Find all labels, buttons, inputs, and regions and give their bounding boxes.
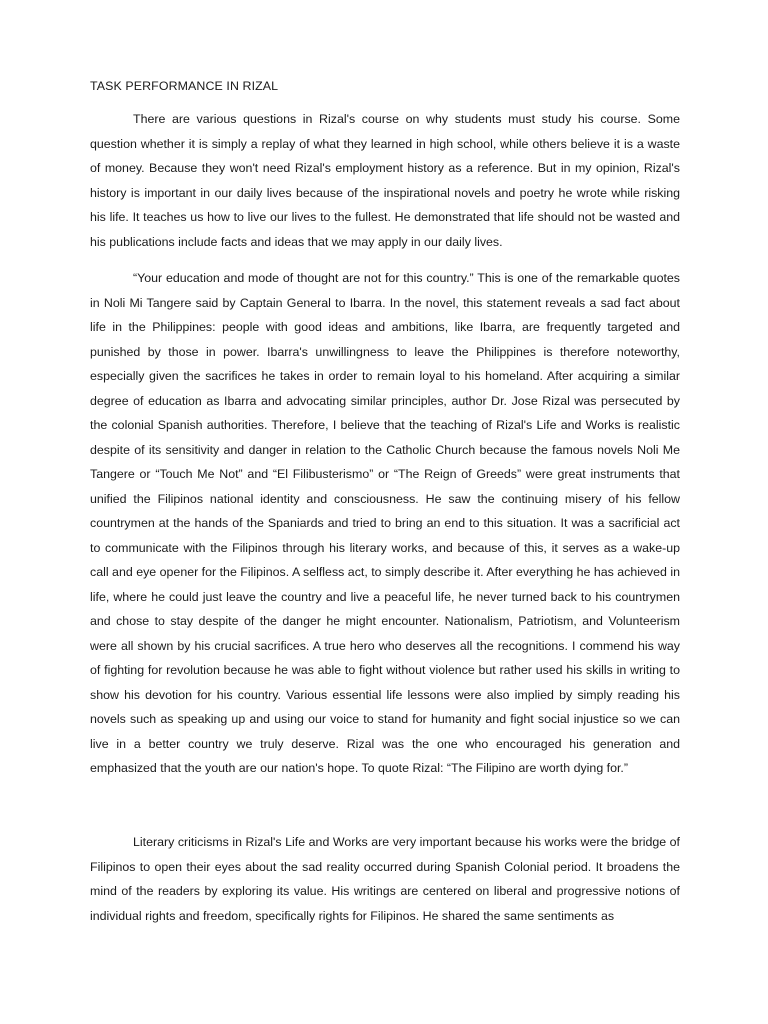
page-bottom-clip xyxy=(90,830,680,1024)
paragraph-1: There are various questions in Rizal's course on why students must study his course. Some question whether it is simply a replay of what they learned in high school, while others believe it is a waste of money. Because they won't need Rizal's employment history as a reference. But in my opinion, Rizal's history is important in our daily lives because of the inspirational novels and poetry he wrote while risking his life. It teaches us how to live our lives to the fullest. He demonstrated that life should not be wasted and his publications include facts and ideas that we may apply in our daily lives. xyxy=(90,112,680,249)
document-title: TASK PERFORMANCE IN RIZAL xyxy=(90,79,279,93)
paragraph-2: “Your education and mode of thought are not for this country.” This is one of the remarkable quotes in Noli Mi Tangere said by Captain General to Ibarra. In the novel, this statement reveals a sad fact about life in the Philippines: people with good ideas and ambitions, like Ibarra, are frequently targeted and punished by those in power. Ibarra's unwillingness to leave the Philippines is therefore noteworthy, especially given the sacrifices he takes in order to remain loyal to his homeland. After acquiring a similar degree of education as Ibarra and advocating similar principles, author Dr. Jose Rizal was persecuted by the colonial Spanish authorities. Therefore, I believe that the teaching of Rizal's Life and Works is realistic despite of its sensitivity and danger in relation to the Catholic Church because the famous novels Noli Me Tangere or “Touch Me Not” and “El Filibusterismo” or “The Reign of Greeds” were great instruments that unified the Filipinos national identity and consciousness. He saw the continuing misery of his fellow countrymen at the hands of the Spaniards and tried to bring an end to this situation. It was a sacrificial act to communicate with the Filipinos through his literary works, and because of this, it serves as a wake-up call and eye opener for the Filipinos. A selfless act, to simply describe it. After everything he has achieved in life, where he could just leave the country and live a peaceful life, he never turned back to his countrymen and chose to stay despite of the danger he might encounter. Nationalism, Patriotism, and Volunteerism were all shown by his crucial sacrifices. A true hero who deserves all the recognitions. I commend his way of fighting for revolution because he was able to fight without violence but rather used his skills in writing to show his devotion for his country. Various essential life lessons were also implied by simply reading his novels such as speaking up and using our voice to stand for humanity and fight social injustice so we can live in a better country we truly deserve. Rizal was the one who encouraged his generation and emphasized that the youth are our nation's hope. To quote Rizal: “The Filipino are worth dying for.” xyxy=(90,271,680,775)
paragraph-3: Literary criticisms in Rizal's Life and Works are very important because his works were the bridge of Filipinos to open their eyes about the sad reality occurred during Spanish Colonial period. It broadens the mind of the readers by exploring its value. His writings are centered on liberal and progressive notions of individual rights and freedom, specifically rights for Filipinos. He shared the same sentiments as xyxy=(90,835,680,923)
